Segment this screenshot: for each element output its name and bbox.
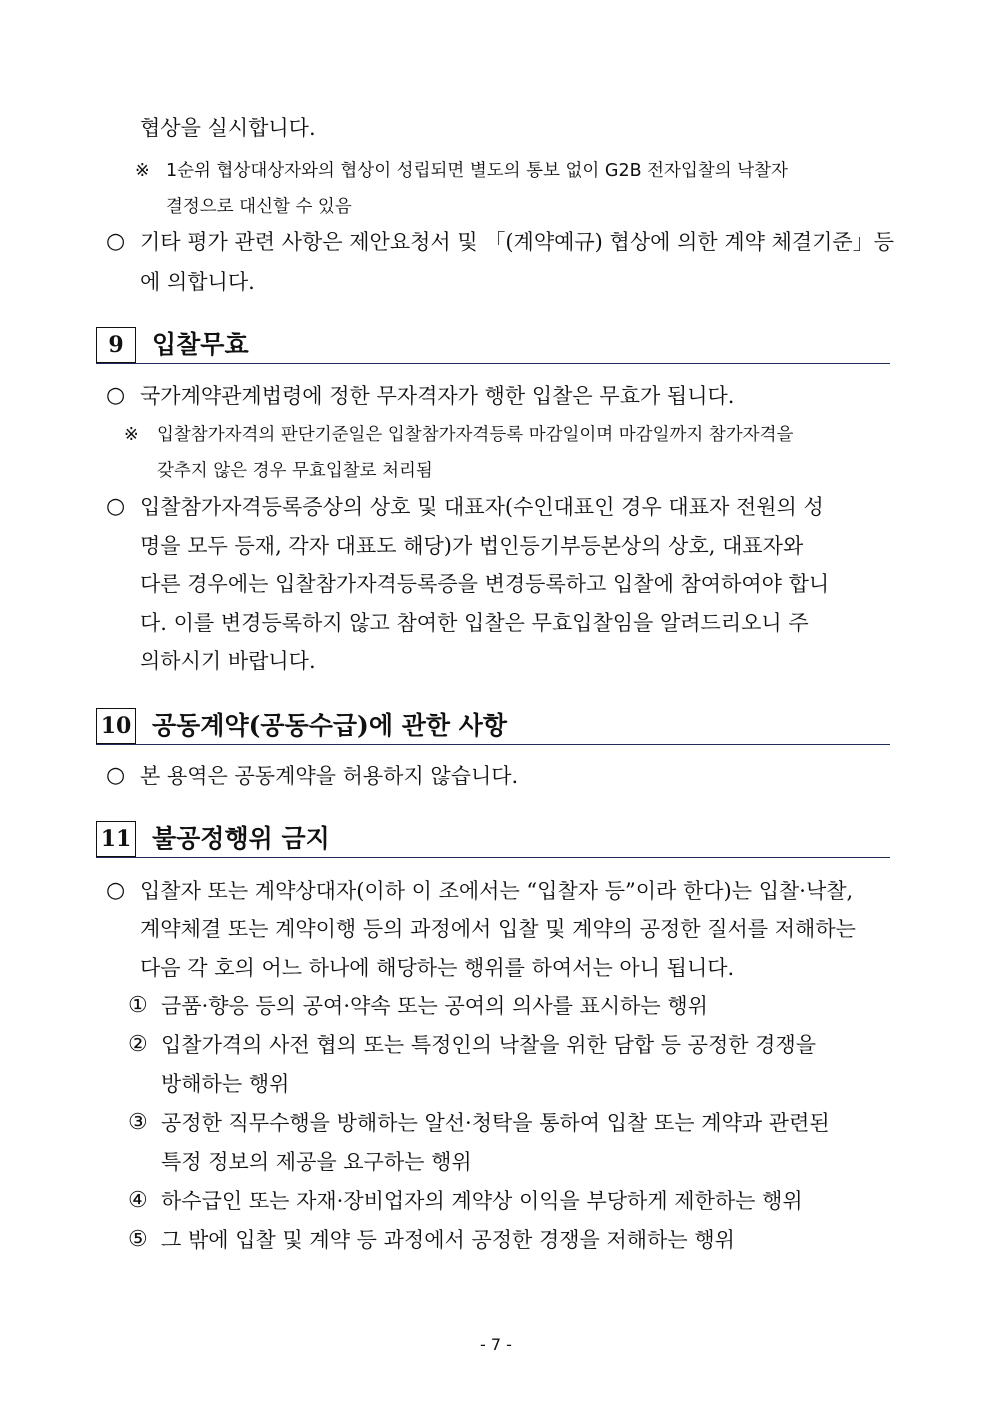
section-title: 공동계약(공동수급)에 관한 사항 — [152, 711, 508, 740]
item-number: ② — [128, 1032, 148, 1057]
paragraph-line: 다른 경우에는 입찰참가자격등록증을 변경등록하고 입찰에 참여하여야 합니 — [140, 572, 830, 596]
paragraph-line: 국가계약관계법령에 정한 무자격자가 행한 입찰은 무효가 됩니다. — [140, 384, 735, 408]
item-number: ⑤ — [128, 1227, 148, 1252]
bullet-circle: ○ — [106, 494, 126, 519]
section-title: 입찰무효 — [152, 330, 249, 359]
bullet-circle: ○ — [106, 878, 126, 903]
note-mark: ※ — [135, 161, 150, 181]
paragraph-line: 다음 각 호의 어느 하나에 해당하는 행위를 하여서는 아니 됩니다. — [140, 956, 735, 980]
item-number: ③ — [128, 1110, 148, 1135]
list-item: 입찰가격의 사전 협의 또는 특정인의 낙찰을 위한 담합 등 공정한 경쟁을 — [161, 1033, 817, 1057]
bullet-circle: ○ — [106, 383, 126, 408]
section-number: 10 — [96, 708, 136, 744]
note-line: 1순위 협상대상자와의 협상이 성립되면 별도의 통보 없이 G2B 전자입찰의 낙찰자 — [166, 161, 788, 181]
section-title: 불공정행위 금지 — [152, 824, 330, 853]
section-number: 9 — [96, 327, 136, 363]
note-line: 결정으로 대신할 수 있음 — [166, 197, 352, 217]
paragraph-line: 입찰자 또는 계약상대자(이하 이 조에서는 “입찰자 등”이라 한다)는 입찰·낙찰, — [140, 879, 854, 903]
item-number: ④ — [128, 1188, 148, 1213]
list-item-continuation: 방해하는 행위 — [161, 1072, 290, 1096]
section-header-10 — [96, 708, 890, 745]
paragraph-line: 의하시기 바랍니다. — [140, 649, 316, 673]
note-line: 입찰참가자격의 판단기준일은 입찰참가자격등록 마감일이며 마감일까지 참가자격을 — [157, 425, 794, 445]
note-mark: ※ — [124, 425, 139, 445]
bullet-circle: ○ — [106, 763, 126, 788]
paragraph-line: 계약체결 또는 계약이행 등의 과정에서 입찰 및 계약의 공정한 질서를 저해하는 — [140, 917, 856, 941]
list-item-continuation: 특정 정보의 제공을 요구하는 행위 — [161, 1150, 472, 1174]
paragraph-line: 본 용역은 공동계약을 허용하지 않습니다. — [140, 764, 519, 788]
section-header-11 — [96, 821, 890, 858]
paragraph-line: 입찰참가자격등록증상의 상호 및 대표자(수인대표인 경우 대표자 전원의 성 — [140, 495, 824, 519]
section-number: 11 — [96, 821, 136, 857]
list-item: 공정한 직무수행을 방해하는 알선·청탁을 통하여 입찰 또는 계약과 관련된 — [161, 1111, 830, 1135]
paragraph-line: 다. 이를 변경등록하지 않고 참여한 입찰은 무효입찰임을 알려드리오니 주 — [140, 611, 809, 635]
list-item: 그 밖에 입찰 및 계약 등 과정에서 공정한 경쟁을 저해하는 행위 — [161, 1228, 735, 1252]
item-number: ① — [128, 993, 148, 1018]
list-item: 하수급인 또는 자재·장비업자의 계약상 이익을 부당하게 제한하는 행위 — [161, 1189, 803, 1213]
list-item: 금품·향응 등의 공여·약속 또는 공여의 의사를 표시하는 행위 — [161, 994, 708, 1018]
paragraph-line: 에 의합니다. — [140, 270, 255, 294]
paragraph-line: 협상을 실시합니다. — [140, 116, 316, 140]
paragraph-line: 기타 평가 관련 사항은 제안요청서 및 「(계약예규) 협상에 의한 계약 체결기준」등 — [140, 230, 895, 254]
note-line: 갖추지 않은 경우 무효입찰로 처리됨 — [157, 461, 433, 481]
bullet-circle: ○ — [106, 229, 126, 254]
paragraph-line: 명을 모두 등재, 각자 대표도 해당)가 법인등기부등본상의 상호, 대표자와 — [140, 534, 804, 558]
page-number: - 7 - — [480, 1335, 512, 1354]
section-header-9 — [96, 327, 890, 364]
